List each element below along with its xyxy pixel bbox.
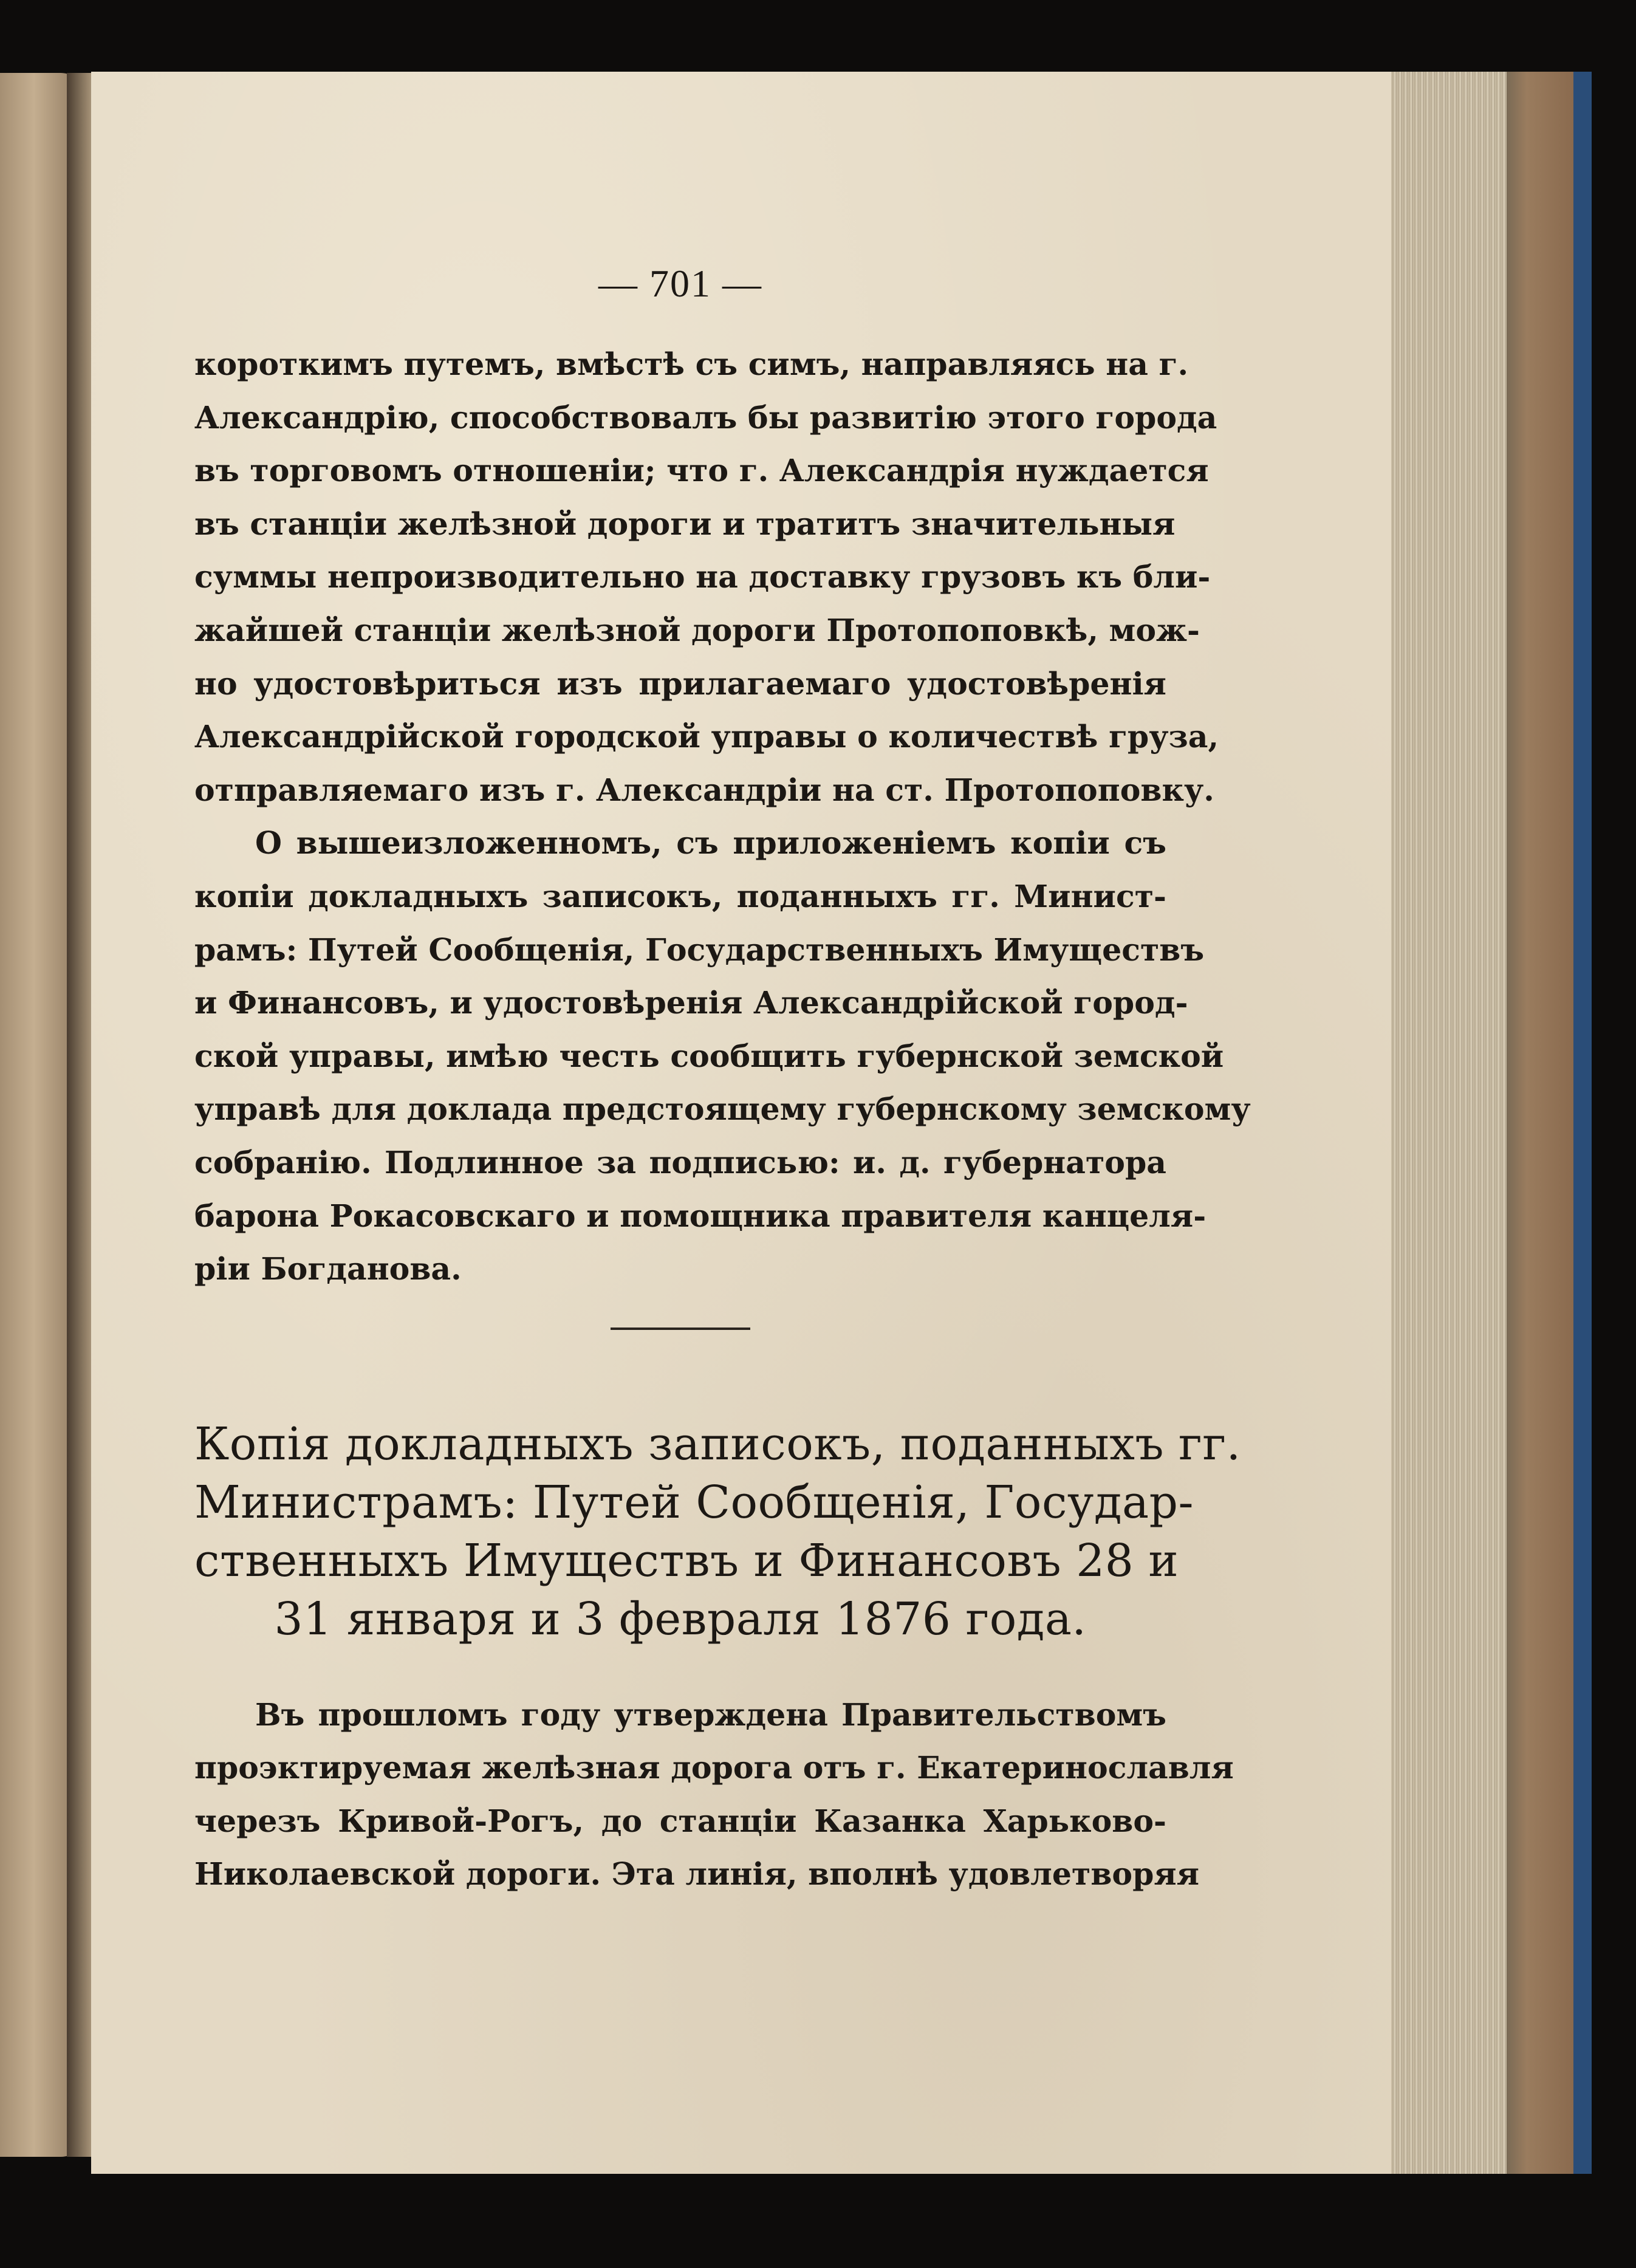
paragraph-communication (194, 817, 1251, 1295)
paragraph-memorandum (194, 1688, 1234, 1901)
text-line: управѣ для доклада предстоящему губернскому земскому (194, 1091, 1251, 1128)
heading-line: Министрамъ: Путей Сообщенія, Государ- (194, 1476, 1194, 1529)
heading-line: ственныхъ Имуществъ и Финансовъ 28 и (194, 1534, 1179, 1587)
page-number: — 701 — (598, 262, 762, 305)
text-line: Николаевской дороги. Эта линія, вполнѣ удовлетворяя (194, 1856, 1200, 1893)
book-cover-edge (1507, 72, 1573, 2174)
text-line: жайшей станціи желѣзной дороги Протопоповкѣ, мож- (194, 612, 1200, 648)
text-line: суммы непроизводительно на доставку грузовъ къ бли- (194, 559, 1211, 595)
text-line: короткимъ путемъ, вмѣстѣ съ симъ, направляясь на г. (194, 346, 1189, 382)
page-stack-edge (1391, 72, 1507, 2174)
text-line: Александрійской городской управы о количествѣ груза, (194, 719, 1219, 755)
text-line: барона Рокасовскаго и помощника правителя канцеля- (194, 1197, 1206, 1234)
section-divider (611, 1328, 750, 1330)
text-column (194, 261, 1251, 1901)
text-line: собранію. Подлинное за подписью: и. д. губернатора (194, 1144, 1166, 1180)
text-line: ской управы, имѣю честь сообщить губернской земской (194, 1038, 1224, 1074)
text-line: но удостовѣриться изъ прилагаемаго удостовѣренія (194, 665, 1166, 702)
section-heading (194, 1415, 1241, 1648)
paragraph-continuation (194, 338, 1219, 817)
text-line: О вышеизложенномъ, съ приложеніемъ копіи съ (255, 825, 1166, 862)
heading-line: Копія докладныхъ записокъ, поданныхъ гг. (194, 1417, 1241, 1470)
text-line: Въ прошломъ году утверждена Правительствомъ (255, 1696, 1166, 1733)
text-line: отправляемаго изъ г. Александріи на ст. Протопоповку. (194, 772, 1214, 808)
text-line: проэктируемая желѣзная дорога отъ г. Екатеринославля (194, 1750, 1234, 1786)
text-line: Александрію, способствовалъ бы развитію этого города (194, 399, 1217, 436)
text-line: и Финансовъ, и удостовѣренія Александрійской город- (194, 985, 1188, 1021)
text-line: рамъ: Путей Сообщенія, Государственныхъ Имуществъ (194, 931, 1205, 968)
book-cover-cloth (1573, 72, 1592, 2174)
text-line: копіи докладныхъ записокъ, поданныхъ гг. Минист- (194, 878, 1166, 914)
text-line: въ станціи желѣзной дороги и тратитъ значительныя (194, 505, 1176, 542)
text-line: въ торговомъ отношеніи; что г. Александрія нуждается (194, 453, 1209, 489)
heading-line: 31 января и 3 февраля 1876 года. (274, 1592, 1087, 1645)
text-line: ріи Богданова. (194, 1251, 462, 1287)
text-line: черезъ Кривой-Рогъ, до станціи Казанка Харьково- (194, 1803, 1166, 1839)
